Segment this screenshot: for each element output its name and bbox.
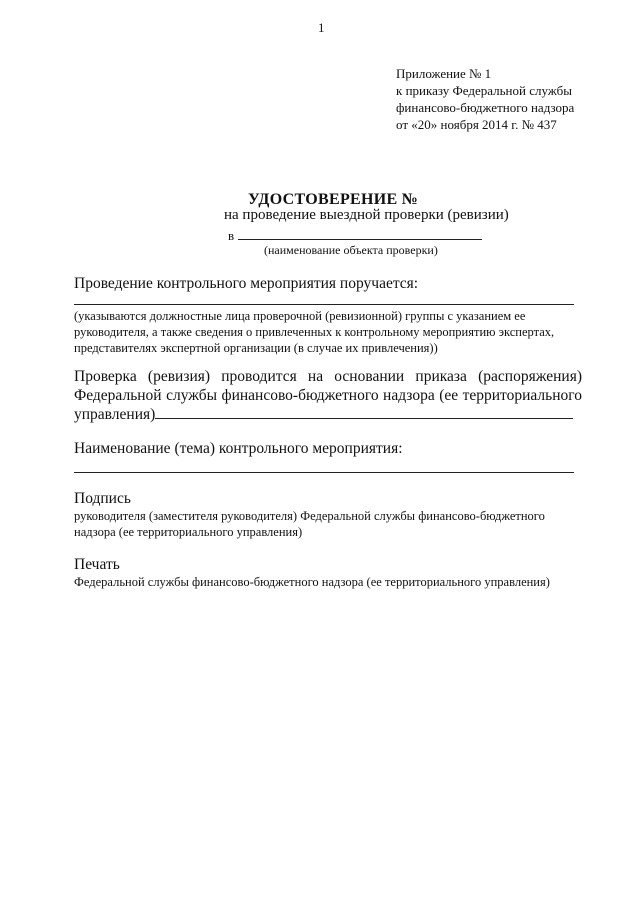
object-line bbox=[228, 227, 482, 244]
section-topic-heading: Наименование (тема) контрольного мероприятия: bbox=[74, 440, 403, 457]
section-basis-text: Проверка (ревизия) проводится на основании приказа (распоряжения) Федеральной службы финансово-бюджетного надзора (ее территориального управления) bbox=[74, 368, 582, 423]
document-title: УДОСТОВЕРЕНИЕ № bbox=[248, 191, 419, 208]
appendix-line-2: к приказу Федеральной службы bbox=[396, 83, 572, 98]
topic-blank-line bbox=[74, 472, 574, 473]
appendix-line-3: финансово-бюджетного надзора bbox=[396, 100, 575, 115]
section-signature-heading: Подпись bbox=[74, 490, 131, 507]
basis-blank-line bbox=[155, 406, 573, 419]
section-assignment-note: (указываются должностные лица проверочной (ревизионной) группы с указанием ее руководителя, а также сведения о привлеченных к контрольному мероприятию экспертах, представителях экспертной организации (в случае их привлечения)) bbox=[74, 309, 555, 355]
object-blank bbox=[238, 227, 482, 240]
section-stamp-heading: Печать bbox=[74, 556, 120, 573]
section-basis bbox=[74, 367, 582, 424]
document-subtitle: на проведение выездной проверки (ревизии) bbox=[224, 207, 509, 223]
section-assignment-heading: Проведение контрольного мероприятия поручается: bbox=[74, 275, 419, 292]
assignment-blank-line bbox=[74, 304, 574, 305]
section-signature-text: руководителя (заместителя руководителя) Федеральной службы финансово-бюджетного надзора (ее территориального управления) bbox=[74, 509, 545, 539]
page-number: 1 bbox=[318, 20, 325, 35]
appendix-block bbox=[396, 65, 574, 133]
appendix-line-1: Приложение № 1 bbox=[396, 66, 492, 81]
section-stamp-text: Федеральной службы финансово-бюджетного надзора (ее территориального управления) bbox=[74, 575, 550, 589]
object-caption: (наименование объекта проверки) bbox=[264, 243, 438, 257]
appendix-line-4: от «20» ноября 2014 г. № 437 bbox=[396, 117, 557, 132]
object-prefix: в bbox=[228, 228, 235, 243]
